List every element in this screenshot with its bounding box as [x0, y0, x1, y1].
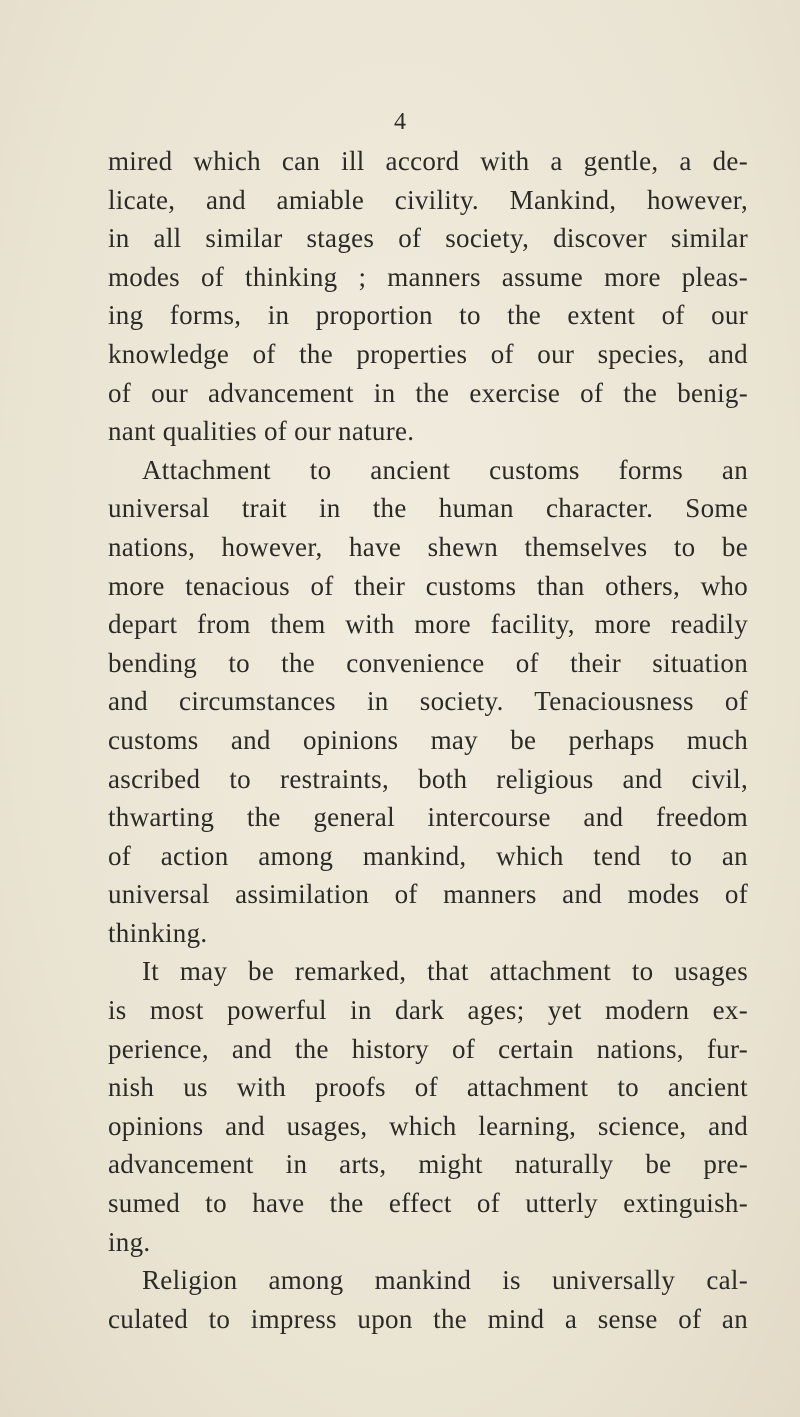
text-line: ing.	[108, 1226, 151, 1257]
text-line: knowledge of the properties of our species, and	[108, 338, 748, 369]
text-line: thwarting the general intercourse and freedom	[108, 802, 748, 833]
text-line: nish us with proofs of attachment to ancient	[108, 1072, 748, 1103]
text-line: universal assimilation of manners and modes of	[108, 879, 748, 910]
text-line: customs and opinions may be perhaps much	[108, 724, 748, 755]
text-line: nations, however, have shewn themselves to be	[108, 531, 748, 562]
text-line: culated to impress upon the mind a sense of an	[108, 1303, 748, 1334]
paragraph-start-line: Attachment to ancient customs forms an	[142, 454, 748, 485]
text-line: is most powerful in dark ages; yet modern ex-	[108, 995, 748, 1026]
text-line: and circumstances in society. Tenaciousness of	[108, 686, 748, 717]
text-line: of action among mankind, which tend to an	[108, 840, 748, 871]
text-line: ascribed to restraints, both religious and civil,	[108, 763, 748, 794]
text-line: mired which can ill accord with a gentle, a de-	[108, 146, 748, 176]
text-line: bending to the convenience of their situation	[108, 647, 748, 678]
text-line: opinions and usages, which learning, science, and	[108, 1110, 748, 1141]
text-line: modes of thinking ; manners assume more pleas-	[108, 261, 748, 292]
text-line: universal trait in the human character. Some	[108, 493, 748, 524]
text-line: depart from them with more facility, more readily	[108, 609, 748, 640]
text-line: ing forms, in proportion to the extent of our	[108, 300, 748, 331]
text-line: thinking.	[108, 917, 208, 948]
text-line: perience, and the history of certain nations, fur-	[108, 1033, 748, 1064]
paragraph-start-line: It may be remarked, that attachment to usages	[142, 956, 748, 987]
page-number: 4	[394, 109, 406, 135]
paragraph-start-line: Religion among mankind is universally cal-	[142, 1265, 748, 1296]
text-line: more tenacious of their customs than others, who	[108, 570, 748, 601]
text-line: nant qualities of our nature.	[108, 416, 415, 447]
text-line: of our advancement in the exercise of the benig-	[108, 377, 748, 408]
text-line: in all similar stages of society, discover similar	[108, 223, 748, 254]
text-line: advancement in arts, might naturally be pre-	[108, 1149, 748, 1180]
text-line: sumed to have the effect of utterly extinguish-	[108, 1188, 748, 1219]
body-text	[108, 142, 748, 1338]
text-line: licate, and amiable civility. Mankind, however,	[108, 184, 748, 215]
